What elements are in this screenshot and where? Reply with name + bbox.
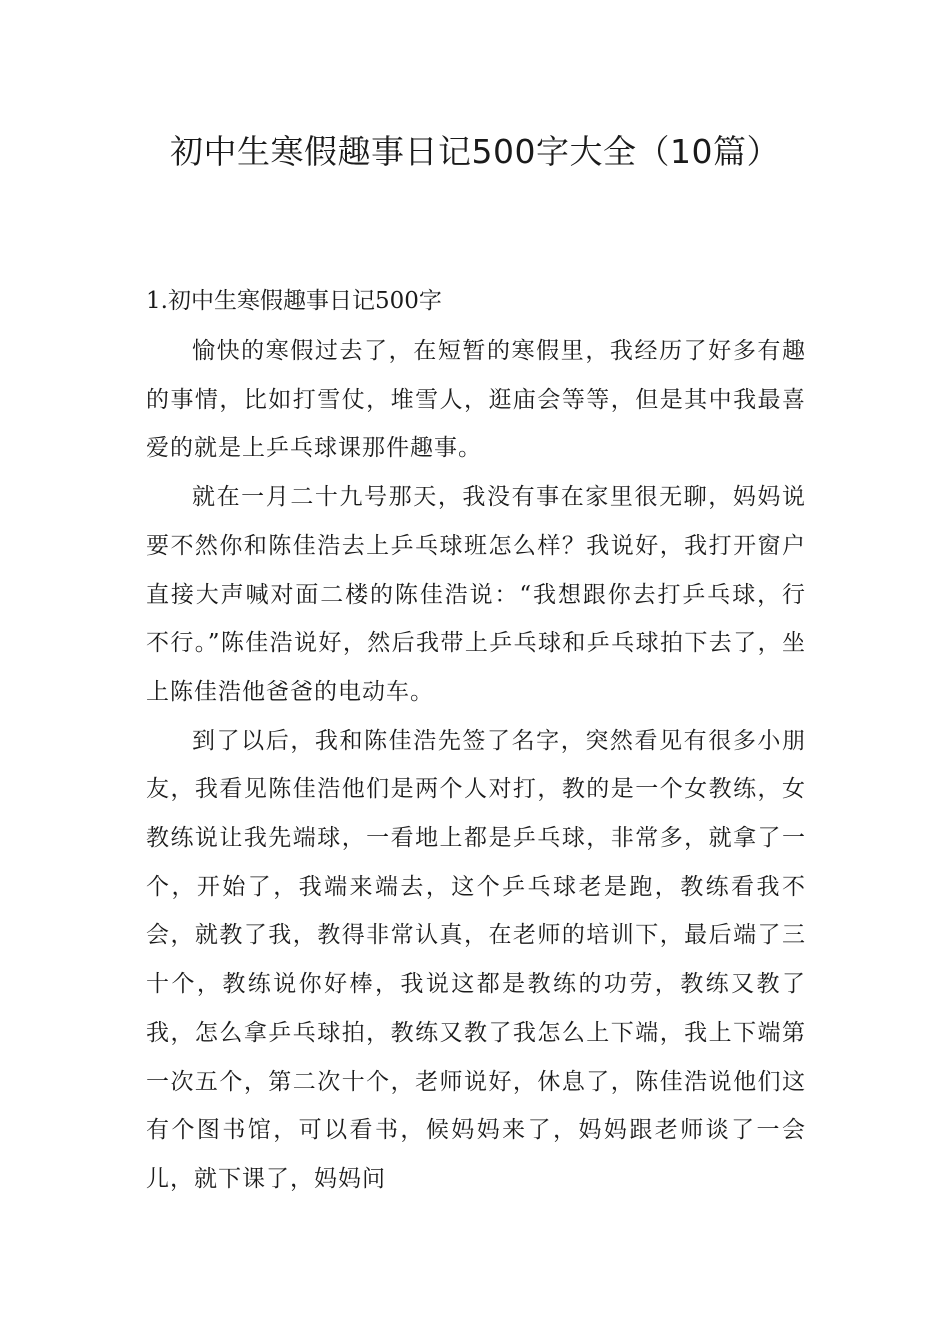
paragraph: 愉快的寒假过去了，在短暂的寒假里，我经历了好多有趣的事情，比如打雪仗，堆雪人，逛庙会等等，但是其中我最喜爱的就是上乒乓球课那件趣事。 xyxy=(146,338,806,462)
paragraph: 到了以后，我和陈佳浩先签了名字，突然看见有很多小朋友，我看见陈佳浩他们是两个人对打，教的是一个女教练，女教练说让我先端球，一看地上都是乒乓球，非常多，就拿了一个，开始了，我端来端去，这个乒乓球老是跑，教练看我不会，就教了我，教得非常认真，在老师的培训下，最后端了三十个，教练说你好棒，我说这都是教练的功劳，教练又教了我，怎么拿乒乓球拍，教练又教了我怎么上下端，我上下端第一次五个，第二次十个，老师说好，休息了，陈佳浩说他们这有个图书馆，可以看书，候妈妈来了，妈妈跟老师谈了一会儿，就下课了，妈妈问 xyxy=(146,727,806,1192)
document-title: 初中生寒假趣事日记500字大全（10篇） xyxy=(170,132,780,171)
paragraph: 就在一月二十九号那天，我没有事在家里很无聊，妈妈说要不然你和陈佳浩去上乒乓球班怎么样？我说好，我打开窗户直接大声喊对面二楼的陈佳浩说：“我想跟你去打乒乓球，行不行。”陈佳浩说好，然后我带上乒乓球和乒乓球拍下去了，坐上陈佳浩他爸爸的电动车。 xyxy=(146,484,806,705)
article-body xyxy=(146,327,806,1204)
section-heading: 1.初中生寒假趣事日记500字 xyxy=(146,288,442,314)
